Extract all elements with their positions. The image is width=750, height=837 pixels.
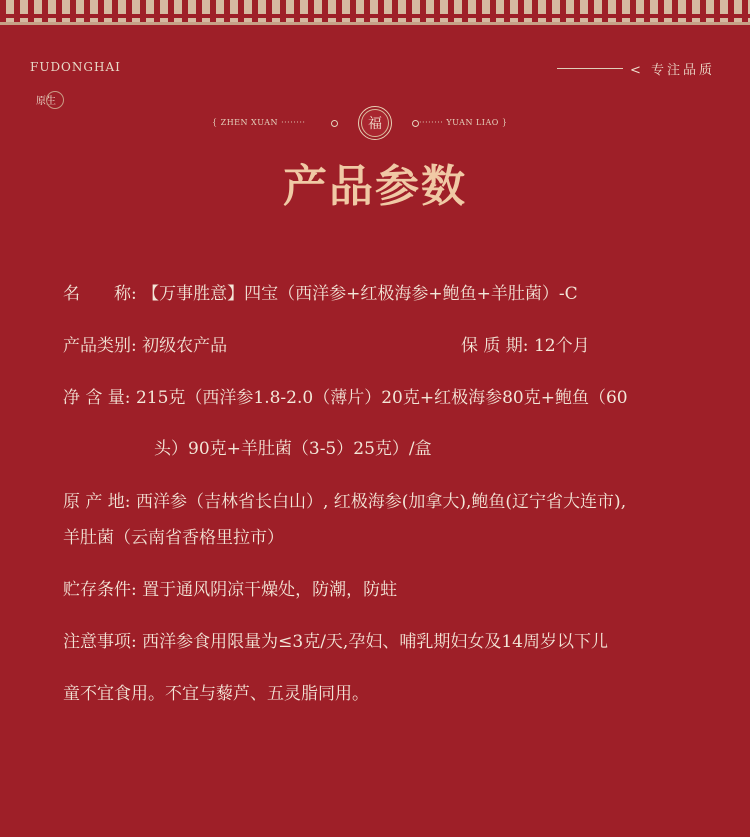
param-value: 西洋参食用限量为≤3克/天,孕妇、哺乳期妇女及14周岁以下儿 — [142, 632, 608, 652]
dot-ring-icon — [412, 120, 419, 127]
focus-quality-label: < 专注品质 — [630, 63, 716, 78]
param-value: 童不宜食用。不宜与藜芦、五灵脂同用。 — [63, 684, 369, 704]
param-row-storage — [63, 576, 397, 604]
dot-ring-icon — [331, 120, 338, 127]
param-label: 保 质 期: — [461, 336, 529, 356]
subtitle-zhen-xuan: { ZHEN XUAN ········ — [212, 118, 306, 127]
param-label: 原 产 地: — [63, 492, 131, 512]
param-value: 西洋参（吉林省长白山）, 红极海参(加拿大),鲍鱼(辽宁省大连市), — [135, 492, 627, 512]
page-title: 产品参数 — [283, 161, 467, 212]
param-label: 贮存条件: — [63, 580, 137, 600]
param-row-origin — [63, 488, 626, 516]
param-value: 置于通风阴凉干燥处，防潮，防蛀 — [142, 580, 398, 600]
param-row-name — [63, 280, 578, 308]
seal-ring-icon — [46, 91, 64, 109]
decorative-top-border — [0, 0, 750, 22]
fu-char: 福 — [361, 109, 389, 137]
param-row-shelf-life — [461, 332, 590, 360]
param-value: 12个月 — [533, 336, 590, 356]
param-label: 注意事项: — [63, 632, 137, 652]
brand-name: FUDONGHAI — [30, 60, 121, 74]
origin-seal-text: 原生 — [36, 95, 56, 107]
param-value: 初级农产品 — [142, 336, 228, 356]
param-label: 名 称: — [63, 284, 137, 304]
origin-seal — [28, 89, 64, 109]
param-value: 【万事胜意】四宝（西洋参+红极海参+鲍鱼+羊肚菌）-C — [142, 284, 578, 304]
param-row-net-content-cont — [154, 435, 432, 463]
param-row-notes — [63, 628, 608, 656]
param-value: 头）90克+羊肚菌（3-5）25克）/盒 — [154, 439, 432, 459]
param-value: 215克（西洋参1.8-2.0（薄片）20克+红极海参80克+鲍鱼（60 — [135, 388, 628, 408]
focus-divider-line — [557, 68, 623, 69]
param-row-notes-cont — [63, 680, 369, 708]
param-label: 产品类别: — [63, 336, 137, 356]
param-row-origin-cont — [63, 524, 284, 552]
param-value: 羊肚菌（云南省香格里拉市） — [63, 528, 284, 548]
param-row-category — [63, 332, 227, 360]
param-label: 净 含 量: — [63, 388, 131, 408]
subtitle-yuan-liao: ········ YUAN LIAO } — [419, 118, 508, 127]
param-row-net-content — [63, 384, 628, 412]
fu-badge — [358, 106, 392, 140]
